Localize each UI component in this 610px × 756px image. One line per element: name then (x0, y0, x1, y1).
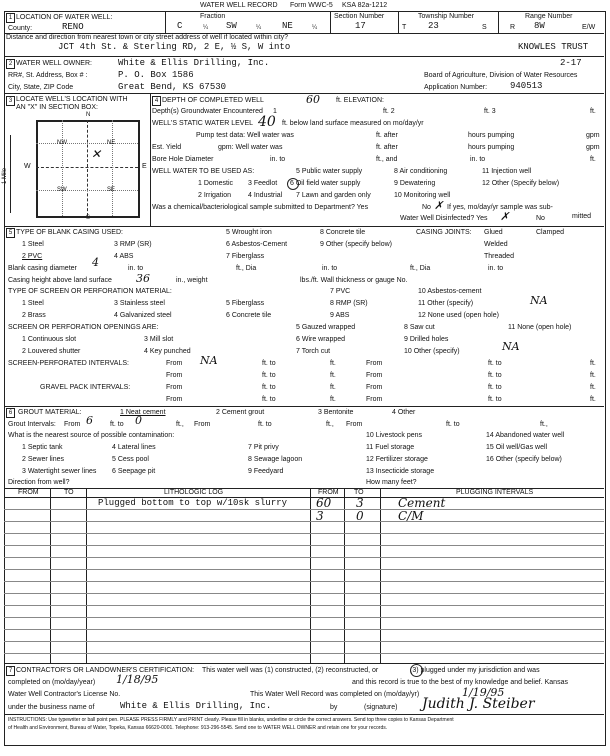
city-value[interactable]: Great Bend, KS 67530 (118, 82, 227, 92)
location-label: LOCATION OF WATER WELL: (16, 14, 113, 21)
plug-row-2-to[interactable]: 0 (356, 509, 364, 523)
section-number-value[interactable]: 17 (355, 21, 366, 31)
county-value[interactable]: RENO (62, 22, 84, 32)
range-value[interactable]: 8W (534, 21, 545, 31)
owner-label: WATER WELL OWNER: (16, 60, 92, 67)
fraction-3[interactable]: NE (282, 21, 293, 31)
township-value[interactable]: 23 (428, 21, 439, 31)
record-date[interactable]: 1/19/95 (462, 686, 505, 699)
instructions-line-2: of Health and Environment, Bureau of Water, Topeka, Kansas 66620-0001. Telephone: 913-296-5545. Send one to WATER WELL OWNER and retain one for your records. (8, 725, 388, 731)
log-header-plug-from: FROM (318, 489, 339, 496)
casing-label: TYPE OF BLANK CASING USED: (16, 229, 123, 236)
plug-row-2-desc[interactable]: C/M (398, 509, 424, 523)
openings-other-value[interactable]: NA (502, 340, 520, 353)
section-5-number: 5 (6, 228, 15, 238)
locate-label: LOCATE WELL'S LOCATION WITH (16, 96, 128, 103)
address-label: RR#, St. Address, Box # : (8, 72, 88, 79)
grout-to-value[interactable]: 0 (135, 414, 142, 427)
log-header-plugging: PLUGGING INTERVALS (456, 489, 534, 496)
distance-value[interactable]: JCT 4th St. & Sterling RD, 2 E, ½ S, W into (58, 42, 291, 52)
form-number: Form WWC-5 (290, 2, 333, 9)
range-label: Range Number (525, 13, 573, 20)
distance-extra[interactable]: KNOWLES TRUST (518, 42, 589, 52)
lithologic-entry[interactable]: Plugged bottom to top w/10sk slurry (98, 498, 288, 508)
depth-value[interactable]: 60 (306, 93, 320, 106)
instructions-line-1: INSTRUCTIONS: Use typewriter or ball point pen. PLEASE PRESS FIRMLY and PRINT clearly. Please fill in blanks, underline or circle the correct answers. Send top three copies to Kansas Department (8, 717, 454, 723)
fraction-1[interactable]: C (177, 21, 183, 31)
grout-from-value[interactable]: 6 (86, 414, 93, 427)
casing-height-value[interactable]: 36 (136, 272, 150, 285)
application-number[interactable]: 940513 (510, 81, 543, 91)
plug-row-1-desc[interactable]: Cement (398, 496, 446, 510)
mile-label: 1 Mile (2, 167, 8, 184)
screen-other-value[interactable]: NA (530, 294, 548, 307)
oil-field-circle (287, 178, 299, 190)
section-4-number: 4 (152, 96, 161, 106)
ksa-number: KSA 82a-1212 (342, 2, 388, 9)
section-7-number: 7 (6, 666, 15, 676)
section-box[interactable] (36, 120, 140, 218)
section-number-label: Section Number (334, 13, 385, 20)
signature: Judith J. Steiber (422, 696, 535, 712)
well-location-mark: ✕ (91, 147, 102, 161)
casing-diameter-value[interactable]: 4 (92, 256, 99, 269)
form-title: WATER WELL RECORD (200, 2, 278, 9)
county-label: County: (8, 25, 33, 32)
fraction-2[interactable]: SW (226, 21, 237, 31)
section-2-number: 2 (6, 59, 15, 69)
locate-label-2: AN "X" IN SECTION BOX: (16, 104, 98, 111)
perforated-intervals-value[interactable]: NA (200, 354, 218, 367)
chem-no-check: ✗ (434, 199, 444, 212)
depth-label: DEPTH OF COMPLETED WELL (162, 97, 264, 104)
log-header-from: FROM (18, 489, 39, 496)
log-header-lithologic: LITHOLOGIC LOG (164, 489, 224, 496)
static-level-value[interactable]: 40 (258, 114, 276, 130)
owner-no[interactable]: 2-17 (560, 58, 582, 68)
plug-row-1-to[interactable]: 3 (356, 496, 364, 510)
application-label: Application Number: (424, 84, 488, 91)
owner-value[interactable]: White & Ellis Drilling, Inc. (118, 58, 270, 68)
grout-label: GROUT MATERIAL: (18, 409, 82, 416)
city-label: City, State, ZIP Code (8, 84, 74, 91)
section-6-number: 6 (6, 408, 15, 418)
plug-row-2-from[interactable]: 3 (316, 509, 324, 523)
address-value[interactable]: P. O. Box 1586 (118, 70, 194, 80)
business-name[interactable]: White & Ellis Drilling, Inc. (120, 701, 272, 711)
log-header-to: TO (64, 489, 74, 496)
completed-date[interactable]: 1/18/95 (116, 673, 159, 686)
log-header-plug-to: TO (354, 489, 364, 496)
certification-label: CONTRACTOR'S OR LANDOWNER'S CERTIFICATION: (16, 667, 195, 674)
fraction-label: Fraction (200, 13, 226, 20)
disinfected-check: ✗ (500, 210, 510, 223)
section-3-number: 3 (6, 96, 15, 106)
section-1-number: 1 (6, 13, 15, 23)
township-label: Township Number (418, 13, 475, 20)
board-text: Board of Agriculture, Division of Water Resources (424, 72, 578, 79)
distance-label: Distance and direction from nearest town or city street address of well if located within city? (6, 34, 289, 41)
plug-row-1-from[interactable]: 60 (316, 496, 332, 510)
plugged-circle (410, 664, 423, 677)
